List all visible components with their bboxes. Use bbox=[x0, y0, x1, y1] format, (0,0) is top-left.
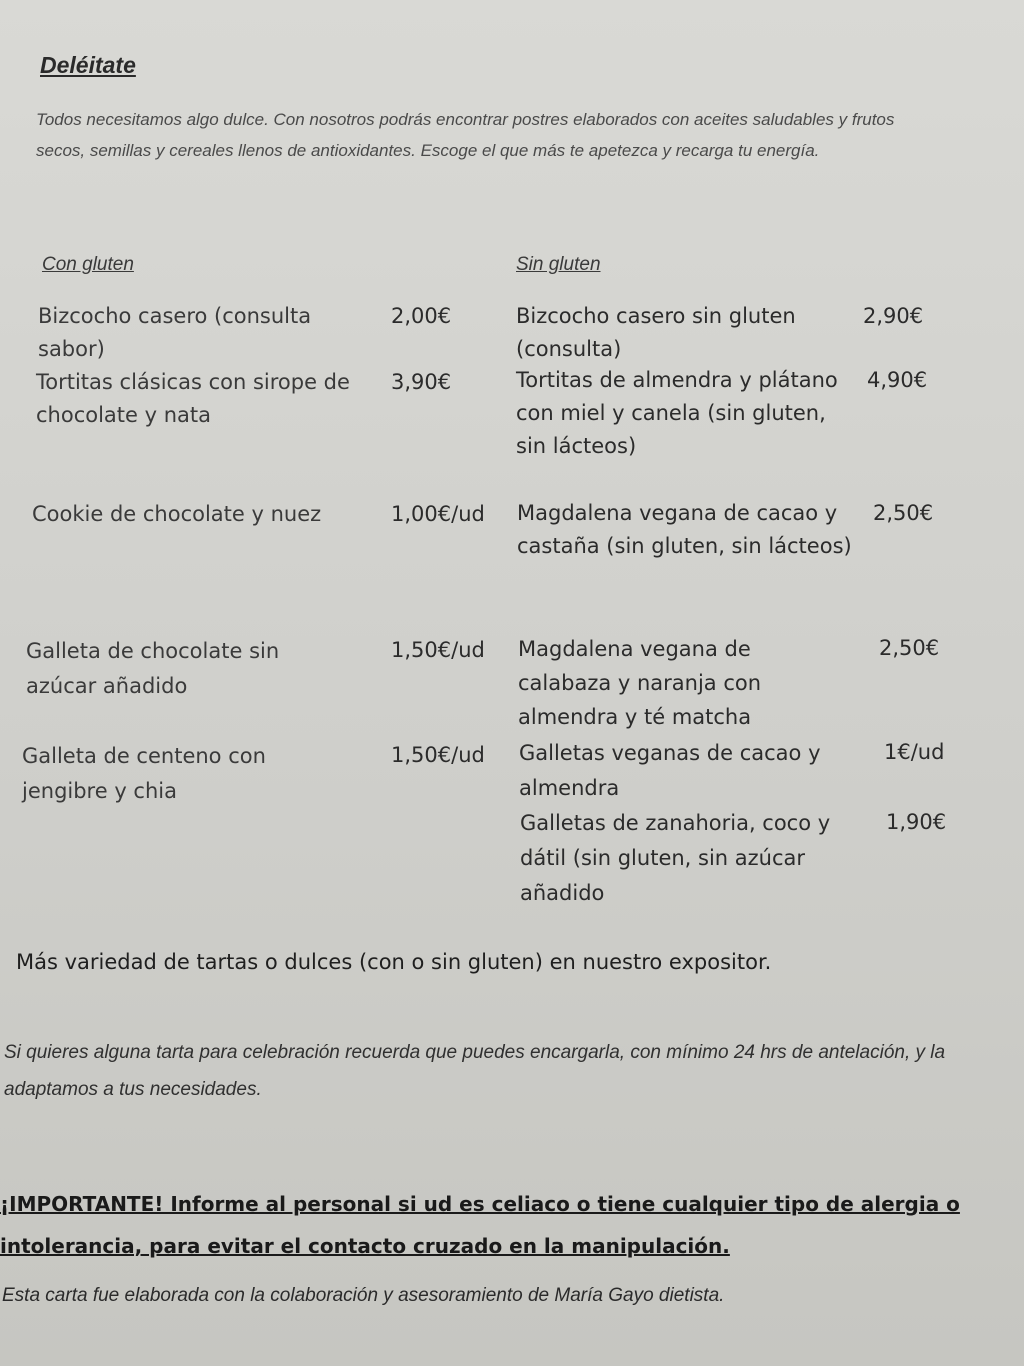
menu-item: Bizcocho casero sin gluten (consulta) bbox=[516, 304, 796, 361]
credit-note: Esta carta fue elaborada con la colaboración y asesoramiento de María Gayo dietista. bbox=[2, 1285, 725, 1306]
menu-item-price: 2,50€ bbox=[879, 636, 940, 660]
menu-item-price: 1,50€/ud bbox=[391, 638, 485, 662]
menu-item: Cookie de chocolate y nuez bbox=[32, 502, 322, 526]
menu-item-price: 1,90€ bbox=[886, 810, 947, 834]
menu-item-price: 4,90€ bbox=[867, 368, 928, 392]
menu-item-price: 2,00€ bbox=[391, 304, 452, 328]
allergy-warning: ¡IMPORTANTE! Informe al personal si ud es celiaco o tiene cualquier tipo de alergia o intolerancia, para evitar el contacto cruzado en la manipulación. bbox=[0, 1192, 960, 1258]
menu-item-price: 3,90€ bbox=[391, 370, 452, 394]
menu-item: Tortitas clásicas con sirope de chocolate y nata bbox=[36, 370, 350, 427]
menu-item: Magdalena vegana de calabaza y naranja con almendra y té matcha bbox=[518, 637, 762, 729]
menu-item-price: 1,50€/ud bbox=[391, 743, 485, 767]
celebration-note: Si quieres alguna tarta para celebración recuerda que puedes encargarla, con mínimo 24 hrs de antelación, y la adaptamos a tus necesidades. bbox=[4, 1042, 946, 1100]
menu-item: Galletas veganas de cacao y almendra bbox=[519, 741, 821, 800]
menu-item: Bizcocho casero (consulta sabor) bbox=[38, 304, 312, 361]
with-gluten-heading: Con gluten bbox=[42, 254, 134, 275]
menu-item-price: 1€/ud bbox=[884, 740, 945, 764]
menu-item-price: 2,90€ bbox=[863, 304, 924, 328]
menu-item: Galleta de chocolate sin azúcar añadido bbox=[26, 639, 280, 698]
menu-item-price: 1,00€/ud bbox=[391, 502, 485, 526]
menu-item-price: 2,50€ bbox=[873, 501, 934, 525]
section-intro: Todos necesitamos algo dulce. Con nosotros podrás encontrar postres elaborados con aceites saludables y frutos secos, semillas y cereales llenos de antioxidantes. Escoge el que más te apetezca y recarga tu energía. bbox=[36, 110, 895, 160]
variety-note: Más variedad de tartas o dulces (con o sin gluten) en nuestro expositor. bbox=[16, 950, 772, 974]
gluten-free-heading: Sin gluten bbox=[516, 254, 601, 275]
menu-item: Galletas de zanahoria, coco y dátil (sin gluten, sin azúcar añadido bbox=[520, 811, 831, 905]
menu-item: Tortitas de almendra y plátano con miel y canela (sin gluten, sin lácteos) bbox=[516, 368, 838, 458]
menu-item: Magdalena vegana de cacao y castaña (sin gluten, sin lácteos) bbox=[517, 501, 852, 558]
menu-item: Galleta de centeno con jengibre y chia bbox=[22, 744, 266, 803]
section-title: Deléitate bbox=[40, 52, 136, 78]
